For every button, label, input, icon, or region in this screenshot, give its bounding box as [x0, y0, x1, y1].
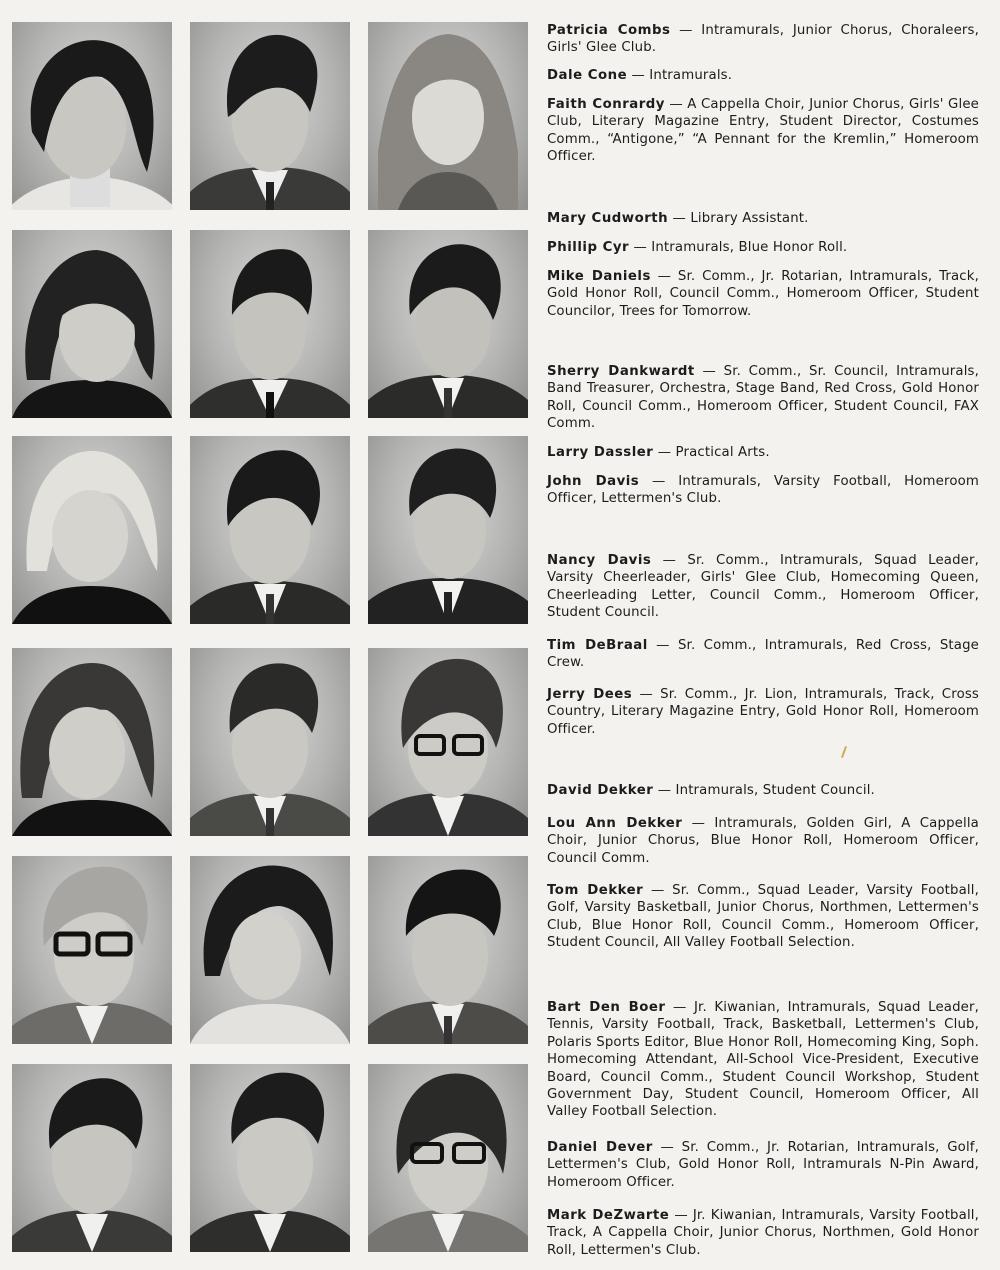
- portrait-photo: [190, 856, 350, 1044]
- portrait-photo: [368, 1064, 528, 1252]
- student-name: John Davis: [547, 474, 640, 489]
- activities-text: Intramurals, Blue Honor Roll.: [651, 240, 848, 255]
- caption-column: [547, 0, 979, 1270]
- student-name: Mike Daniels: [547, 269, 651, 284]
- activities-text: Sr. Comm., Sr. Council, Intramurals, Band Treasurer, Orchestra, Stage Band, Red Cross, Gold Honor Roll, Council Comm., Homeroom Officer, Student Council, FAX Comm.: [547, 364, 979, 432]
- caption-entry: [547, 473, 979, 508]
- portrait-photo: [368, 22, 528, 210]
- caption-entry: [547, 999, 979, 1121]
- portrait-photo: [190, 436, 350, 624]
- student-name: Faith Conrardy: [547, 97, 665, 112]
- activities-text: Jr. Kiwanian, Intramurals, Squad Leader, Tennis, Varsity Football, Track, Basketball, Lettermen's Club, Polaris Sports Editor, Blue Honor Roll, Homecoming King, Soph. Homecoming Attendant, All-School Vice-President, Executive Board, Council Comm., Student Council Workshop, Student Government Day, Student Council, Homeroom Officer, All Valley Football Selection.: [547, 1000, 979, 1120]
- dash-separator: —: [664, 97, 688, 112]
- caption-entry: [547, 552, 979, 622]
- caption-entry: [547, 22, 979, 57]
- portrait-photo: [190, 1064, 350, 1252]
- dash-separator: —: [643, 883, 673, 898]
- portrait-photo: [12, 1064, 172, 1252]
- student-name: Daniel Dever: [547, 1140, 653, 1155]
- caption-entry: [547, 637, 979, 672]
- activities-text: Sr. Comm., Squad Leader, Varsity Football, Golf, Varsity Basketball, Junior Chorus, Northmen, Lettermen's Club, Blue Honor Roll, Council Comm., Homeroom Officer, Student Council, All Valley Football Selection.: [547, 883, 979, 951]
- caption-entry: [547, 67, 979, 84]
- activities-text: Intramurals.: [649, 68, 733, 83]
- student-name: Larry Dassler: [547, 445, 654, 460]
- portrait-photo: [12, 856, 172, 1044]
- dash-separator: —: [627, 68, 650, 83]
- student-name: Mary Cudworth: [547, 211, 669, 226]
- portrait-photo: [12, 436, 172, 624]
- caption-entry: [547, 268, 979, 320]
- caption-entry: [547, 210, 979, 227]
- activities-text: Intramurals, Junior Chorus, Choraleers, Girls' Glee Club.: [547, 23, 979, 56]
- activities-text: Sr. Comm., Intramurals, Red Cross, Stage Crew.: [547, 638, 979, 671]
- caption-entry: [547, 1139, 979, 1191]
- portrait-photo: [368, 648, 528, 836]
- activities-text: A Cappella Choir, Junior Chorus, Girls' Glee Club, Literary Magazine Entry, Student Director, Costumes Comm., “Antigone,” “A Pennant for the Kremlin,” Homeroom Officer.: [547, 97, 980, 165]
- student-name: Lou Ann Dekker: [547, 816, 683, 831]
- student-name: Bart Den Boer: [547, 1000, 666, 1015]
- portrait-photo: [12, 648, 172, 836]
- caption-entry: [547, 96, 979, 166]
- student-name: Tom Dekker: [547, 883, 644, 898]
- portrait-photo: [12, 22, 172, 210]
- dash-separator: —: [647, 638, 678, 653]
- dash-separator: —: [669, 1208, 693, 1223]
- dash-separator: —: [652, 1140, 682, 1155]
- caption-entry: [547, 1207, 979, 1259]
- portrait-photo: [368, 436, 528, 624]
- dash-separator: —: [632, 687, 661, 702]
- activities-text: Library Assistant.: [690, 211, 809, 226]
- dash-separator: —: [650, 269, 678, 284]
- activities-text: Intramurals, Golden Girl, A Cappella Choir, Junior Chorus, Blue Honor Roll, Homeroom Officer, Council Comm.: [547, 816, 979, 866]
- dash-separator: —: [629, 240, 652, 255]
- student-name: Jerry Dees: [547, 687, 633, 702]
- activities-text: Intramurals, Student Council.: [675, 783, 875, 798]
- caption-entry: [547, 444, 979, 461]
- student-name: Patricia Combs: [547, 23, 671, 38]
- caption-entry: [547, 363, 979, 433]
- dash-separator: —: [653, 783, 676, 798]
- caption-entry: [547, 782, 979, 799]
- dash-separator: —: [682, 816, 715, 831]
- dash-separator: —: [665, 1000, 694, 1015]
- activities-text: Sr. Comm., Jr. Rotarian, Intramurals, Golf, Lettermen's Club, Gold Honor Roll, Intramurals N-Pin Award, Homeroom Officer.: [547, 1140, 979, 1190]
- activities-text: Practical Arts.: [675, 445, 770, 460]
- portrait-photo: [12, 230, 172, 418]
- portrait-photo: [368, 230, 528, 418]
- caption-entry: [547, 239, 979, 256]
- student-name: Mark DeZwarte: [547, 1208, 670, 1223]
- dash-separator: —: [653, 445, 676, 460]
- activities-text: Sr. Comm., Jr. Rotarian, Intramurals, Track, Gold Honor Roll, Council Comm., Homeroom Officer, Student Councilor, Trees for Tomorrow.: [547, 269, 979, 319]
- caption-entry: [547, 882, 979, 952]
- caption-entry: [547, 815, 979, 867]
- portrait-photo: [190, 648, 350, 836]
- dash-separator: —: [668, 211, 691, 226]
- portrait-photo: [190, 22, 350, 210]
- dash-separator: —: [670, 23, 702, 38]
- student-name: Tim DeBraal: [547, 638, 648, 653]
- dash-separator: —: [694, 364, 724, 379]
- student-name: Sherry Dankwardt: [547, 364, 695, 379]
- activities-text: Sr. Comm., Jr. Lion, Intramurals, Track, Cross Country, Literary Magazine Entry, Gold Honor Roll, Homeroom Officer.: [547, 687, 980, 737]
- activities-text: Intramurals, Varsity Football, Homeroom Officer, Lettermen's Club.: [547, 474, 979, 507]
- student-name: David Dekker: [547, 783, 654, 798]
- student-name: Nancy Davis: [547, 553, 652, 568]
- student-name: Phillip Cyr: [547, 240, 630, 255]
- caption-entry: [547, 686, 979, 738]
- activities-text: Jr. Kiwanian, Intramurals, Varsity Football, Track, A Cappella Choir, Junior Chorus, Northmen, Gold Honor Roll, Lettermen's Club.: [547, 1208, 980, 1258]
- activities-text: Sr. Comm., Intramurals, Squad Leader, Varsity Cheerleader, Girls' Glee Club, Homecoming Queen, Cheerleading Letter, Council Comm., Homeroom Officer, Student Council.: [547, 553, 979, 621]
- dash-separator: —: [639, 474, 679, 489]
- portrait-photo: [368, 856, 528, 1044]
- dash-separator: —: [651, 553, 688, 568]
- portrait-photo: [190, 230, 350, 418]
- student-name: Dale Cone: [547, 68, 628, 83]
